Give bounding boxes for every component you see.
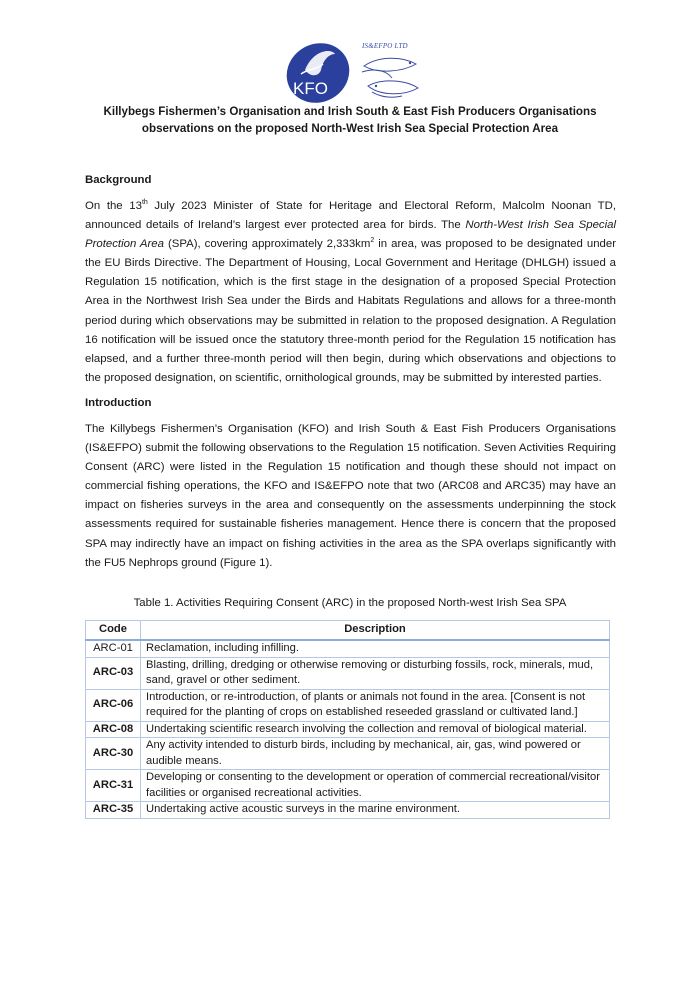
isefpo-logo (358, 42, 428, 104)
superscript: th (141, 199, 148, 207)
text-run: (SPA), covering approximately 2,333km (163, 238, 371, 251)
arc-code: ARC-31 (86, 770, 141, 802)
header-logos (283, 40, 443, 104)
spa-name-italic: North-West Irish Sea Special Protection Area (85, 219, 616, 251)
arc-description: Any activity intended to disturb birds, including by mechanical, air, gas, wind powered or audible means. (141, 738, 610, 770)
background-paragraph (85, 197, 616, 388)
table-caption: Table 1. Activities Requiring Consent (ARC) in the proposed North-west Irish Sea SPA (133, 597, 567, 609)
table-row (86, 738, 610, 770)
background-heading: Background (85, 174, 152, 186)
introduction-paragraph: The Killybegs Fishermen’s Organisation (KFO) and Irish South & East Fish Producers Organisations (IS&EFPO) submit the following observations to the Regulation 15 notification. Seven Activities Requiring Consent (ARC) were listed in the Regulation 15 notification and though these should not impact on commercial fishing operations, the KFO and IS&EFPO note that two (ARC08 and ARC35) may have an impact on fisheries surveys in the area and consequently on the assessments underpinning the stock assessments required for sustainable fisheries management. Hence there is concern that the proposed SPA may indirectly have an impact on fishing activities in the area as the SPA overlaps significantly with the FU5 Nephrops ground (Figure 1). (85, 423, 616, 569)
arc-code: ARC-35 (86, 802, 141, 819)
text-run: July 2023 Minister of State for Heritage and Electoral Reform, Malcolm Noonan TD, announced details of Ireland’s largest ever protected area for birds. The (85, 200, 616, 232)
arc-table (85, 620, 610, 819)
table-row (86, 770, 610, 802)
isefpo-logo-text: IS&EFPO LTD (362, 42, 408, 50)
arc-code: ARC-30 (86, 738, 141, 770)
table-row (86, 721, 610, 738)
svg-text:KFO: KFO (293, 79, 328, 98)
arc-code: ARC-01 (86, 640, 141, 657)
title-line-1: Killybegs Fishermen’s Organisation and Irish South & East Fish Producers Organisations (103, 105, 597, 118)
superscript: 2 (370, 237, 375, 245)
arc-description: Introduction, or re-introduction, of plants or animals not found in the area. [Consent is not required for the planting of crops on established reseeded grassland or cultivated land.] (141, 689, 610, 721)
text-run: On the 13 (85, 200, 142, 212)
arc-code: ARC-08 (86, 721, 141, 738)
arc-code: ARC-03 (86, 657, 141, 689)
column-header-description: Description (141, 621, 610, 641)
arc-description: Developing or consenting to the development or operation of commercial recreational/visitor facilities or organised recreational activities. (141, 770, 610, 802)
column-header-code: Code (86, 621, 141, 641)
table-row (86, 689, 610, 721)
arc-description: Reclamation, including infilling. (141, 640, 610, 657)
document-title (60, 103, 640, 137)
kfo-logo-icon (283, 40, 353, 104)
arc-description: Undertaking active acoustic surveys in the marine environment. (141, 802, 610, 819)
table-header-row (86, 621, 610, 641)
fish-icon (358, 52, 424, 104)
table-row (86, 802, 610, 819)
introduction-heading: Introduction (85, 397, 152, 409)
arc-description: Blasting, drilling, dredging or otherwise removing or disturbing fossils, rock, minerals, mud, sand, gravel or other sediment. (141, 657, 610, 689)
table-row (86, 657, 610, 689)
text-run: in area, was proposed to be designated under the EU Birds Directive. The Department of Housing, Local Government and Heritage (DHLGH) issued a Regulation 15 notification, which is the first stage in the designation of a proposed Special Protection Area in the Northwest Irish Sea under the Birds and Habitats Regulations and allows for a three-month period during which observations may be submitted in relation to the proposed designation. A Regulation 16 notification will be issued once the statutory three-month period for the Regulation 15 notification has elapsed, and a further three-month period will then begin, during which observations and objections to the proposed designation, on scientific, ornithological grounds, may be submitted by interested parties. (85, 238, 617, 384)
table-row (86, 640, 610, 657)
arc-code: ARC-06 (86, 689, 141, 721)
arc-description: Undertaking scientific research involving the collection and removal of biological material. (141, 721, 610, 738)
title-line-2: observations on the proposed North-West Irish Sea Special Protection Area (141, 122, 559, 135)
